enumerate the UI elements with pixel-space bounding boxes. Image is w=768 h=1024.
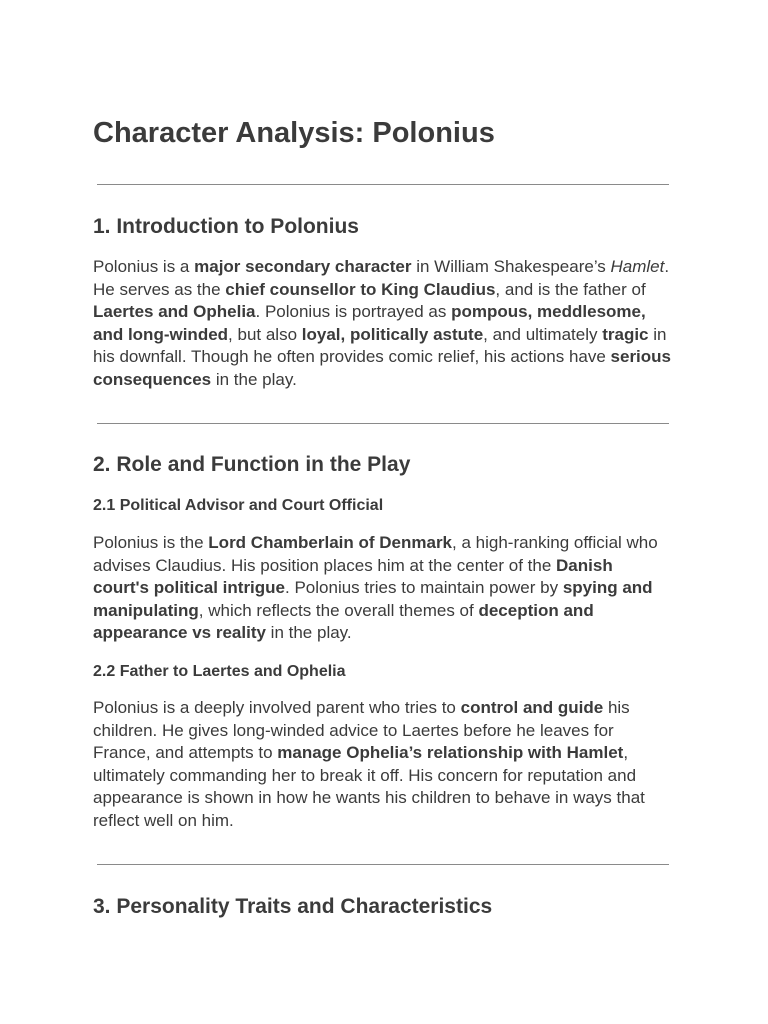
- divider: [97, 864, 669, 865]
- section-heading-role: 2. Role and Function in the Play: [93, 453, 411, 476]
- divider: [97, 423, 669, 424]
- page-title: Character Analysis: Polonius: [93, 117, 495, 149]
- emphasis: control and guide: [460, 698, 604, 717]
- emphasis: spying and manipulating: [93, 578, 653, 620]
- subsection-heading-father: 2.2 Father to Laertes and Ophelia: [93, 663, 346, 680]
- emphasis: tragic: [602, 324, 649, 344]
- introduction-paragraph: Polonius is a major secondary character in William Shakespeare’s Hamlet. He serves as the chief counsellor to King Claudius, and is the father of Laertes and Ophelia. Polonius is portrayed as pompous, meddlesome, and long-winded, but also loyal, politically astute, and ultimately tragic in his downfall. Though he often provides comic relief, his actions have serious consequences in the play.: [93, 257, 672, 389]
- divider: [97, 184, 669, 185]
- emphasis: pompous, meddlesome, and long-winded: [93, 302, 646, 344]
- emphasis: deception and appearance vs reality: [93, 600, 594, 642]
- emphasis: manage Ophelia’s relationship with Hamlet: [277, 743, 624, 762]
- emphasis: Danish court's political intrigue: [93, 555, 613, 597]
- emphasis: loyal, politically astute: [301, 324, 484, 344]
- emphasis: chief counsellor to King Claudius: [225, 279, 496, 299]
- emphasis: major secondary character: [194, 257, 412, 276]
- emphasis: Lord Chamberlain of Denmark: [208, 533, 453, 552]
- political-advisor-paragraph: Polonius is the Lord Chamberlain of Denmark, a high-ranking official who advises Claudius. His position places him at the center of the Danish court's political intrigue. Polonius tries to maintain power by spying and manipulating, which reflects the overall themes of deception and appearance vs reality in the play.: [93, 533, 658, 642]
- father-paragraph: Polonius is a deeply involved parent who tries to control and guide his children. He gives long-winded advice to Laertes before he leaves for France, and attempts to manage Ophelia’s relationship with Hamlet, ultimately commanding her to break it off. His concern for reputation and appearance is shown in how he wants his children to behave in ways that reflect well on him.: [93, 698, 645, 830]
- play-title: Hamlet: [610, 257, 665, 276]
- emphasis: Laertes and Ophelia: [93, 302, 256, 321]
- section-heading-introduction: 1. Introduction to Polonius: [93, 215, 359, 238]
- section-heading-personality-traits: 3. Personality Traits and Characteristics: [93, 895, 493, 918]
- emphasis: serious consequences: [93, 347, 672, 389]
- subsection-heading-political-advisor: 2.1 Political Advisor and Court Official: [93, 497, 384, 514]
